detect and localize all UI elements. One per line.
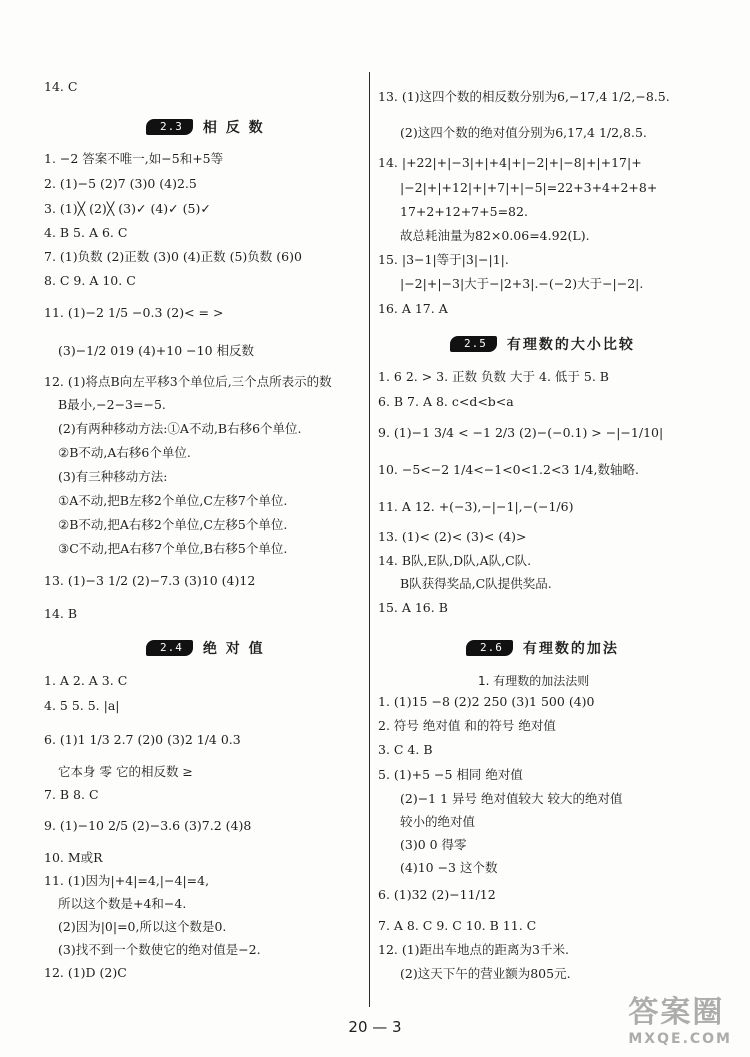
answer-line: 14. B — [44, 606, 78, 621]
answer-line: 17+2+12+7+5=82. — [400, 204, 528, 219]
answer-line: 4. 5 5. 5. |a| — [44, 698, 120, 713]
answer-line: (2)−1 1 异号 绝对值较大 较大的绝对值 — [400, 791, 623, 806]
section-header-2-4 — [146, 638, 265, 658]
answer-line: 15. |3−1|等于|3|−|1|. — [378, 252, 509, 267]
answer-line: 1. (1)15 −8 (2)2 250 (3)1 500 (4)0 — [378, 694, 595, 709]
watermark-line2: MXQE.COM — [628, 1031, 732, 1047]
section-header-2-5 — [450, 334, 635, 354]
answer-line: 9. (1)−10 2/5 (2)−3.6 (3)7.2 (4)8 — [44, 818, 252, 833]
section-badge: 2.3 — [146, 119, 193, 135]
answer-line: 11. (1)因为|+4|=4,|−4|=4, — [44, 873, 210, 888]
answer-line: (4)10 −3 这个数 — [400, 860, 498, 875]
section-title: 绝 对 值 — [202, 641, 265, 657]
answer-line: |−2|+|+12|+|+7|+|−5|=22+3+4+2+8+ — [400, 180, 658, 195]
answer-line: 它本身 零 它的相反数 ≥ — [58, 764, 193, 779]
section-header-2-3 — [146, 117, 265, 137]
answer-line: 1. −2 答案不唯一,如−5和+5等 — [44, 151, 224, 166]
answer-line: 12. (1)D (2)C — [44, 965, 127, 980]
answer-line: 16. A 17. A — [378, 301, 448, 316]
answer-line: 6. (1)32 (2)−11/12 — [378, 887, 496, 902]
column-divider — [369, 72, 370, 1007]
answer-line: 15. A 16. B — [378, 600, 448, 615]
answer-line: 14. |+22|+|−3|+|+4|+|−2|+|−8|+|+17|+ — [378, 155, 642, 170]
answer-line: B最小,−2−3=−5. — [58, 397, 166, 412]
section-badge: 2.4 — [146, 640, 193, 656]
answer-line: ③C不动,把A右移7个单位,B右移5个单位. — [58, 541, 288, 556]
answer-line: 7. B 8. C — [44, 787, 99, 802]
answer-line: 所以这个数是+4和−4. — [58, 896, 187, 911]
answer-line: ②B不动,把A右移2个单位,C左移5个单位. — [58, 517, 288, 532]
answer-line: |−2|+|−3|大于−|2+3|.−(−2)大于−|−2|. — [400, 276, 644, 291]
section-header-2-6 — [466, 638, 619, 658]
answer-line: (3)找不到一个数使它的绝对值是−2. — [58, 942, 261, 957]
answer-line: 2. 符号 绝对值 和的符号 绝对值 — [378, 718, 556, 733]
answer-line: B队获得奖品,C队提供奖品. — [400, 576, 552, 591]
answer-line: 1. A 2. A 3. C — [44, 673, 128, 688]
answer-line: 8. C 9. A 10. C — [44, 273, 136, 288]
answer-line: (2)这天下午的营业额为805元. — [400, 966, 571, 981]
answer-line: 故总耗油量为82×0.06=4.92(L). — [400, 228, 590, 243]
answer-line: 13. (1)−3 1/2 (2)−7.3 (3)10 (4)12 — [44, 573, 256, 588]
answer-line: 6. B 7. A 8. c<d<b<a — [378, 394, 514, 409]
answer-line: 5. (1)+5 −5 相同 绝对值 — [378, 767, 523, 782]
answer-line: 10. M或R — [44, 850, 103, 865]
answer-line: 14. C — [44, 79, 78, 94]
answer-line: 7. A 8. C 9. C 10. B 11. C — [378, 918, 537, 933]
section-title: 有理数的加法 — [522, 641, 619, 657]
section-badge: 2.6 — [466, 640, 513, 656]
answer-line: 12. (1)将点B向左平移3个单位后,三个点所表示的数 — [44, 374, 332, 389]
subheading: 1. 有理数的加法法则 — [478, 674, 590, 688]
answer-line: 3. C 4. B — [378, 742, 433, 757]
answer-line: ②B不动,A右移6个单位. — [58, 445, 191, 460]
answer-line: 11. (1)−2 1/5 −0.3 (2)< = > — [44, 305, 224, 320]
answer-line: 2. (1)−5 (2)7 (3)0 (4)2.5 — [44, 176, 197, 191]
answer-line: 4. B 5. A 6. C — [44, 225, 128, 240]
answer-line: (2)这四个数的绝对值分别为6,17,4 1/2,8.5. — [400, 125, 647, 140]
answer-line: 13. (1)< (2)< (3)< (4)> — [378, 529, 527, 544]
answer-line: 10. −5<−2 1/4<−1<0<1.2<3 1/4,数轴略. — [378, 462, 639, 477]
answer-line: 3. (1)╳ (2)╳ (3)✓ (4)✓ (5)✓ — [44, 201, 211, 216]
answer-line: (3)0 0 得零 — [400, 837, 467, 852]
answer-line: 14. B队,E队,D队,A队,C队. — [378, 553, 532, 568]
answer-line: 7. (1)负数 (2)正数 (3)0 (4)正数 (5)负数 (6)0 — [44, 249, 302, 264]
answer-line: ①A不动,把B左移2个单位,C左移7个单位. — [58, 493, 288, 508]
answer-line: (3)有三种移动方法: — [58, 469, 168, 484]
watermark-line1: 答案圈 — [628, 995, 725, 1030]
answer-line: 11. A 12. +(−3),−|−1|,−(−1/6) — [378, 499, 574, 514]
section-title: 有理数的大小比较 — [506, 337, 635, 353]
section-title: 相 反 数 — [202, 120, 265, 136]
page-number: 20 — 3 — [348, 1018, 402, 1036]
answer-line: 较小的绝对值 — [400, 814, 476, 829]
answer-line: (2)有两种移动方法:①A不动,B右移6个单位. — [58, 421, 302, 436]
section-badge: 2.5 — [450, 336, 497, 352]
answer-line: 12. (1)距出车地点的距离为3千米. — [378, 942, 569, 957]
answer-line: 6. (1)1 1/3 2.7 (2)0 (3)2 1/4 0.3 — [44, 732, 241, 747]
answer-line: (2)因为|0|=0,所以这个数是0. — [58, 919, 227, 934]
answer-line: 9. (1)−1 3/4 < −1 2/3 (2)−(−0.1) > −|−1/10| — [378, 425, 664, 440]
watermark-logo — [628, 987, 732, 1047]
answer-line: 13. (1)这四个数的相反数分别为6,−17,4 1/2,−8.5. — [378, 89, 670, 104]
answer-line: 1. 6 2. > 3. 正数 负数 大于 4. 低于 5. B — [378, 369, 609, 384]
answer-line: (3)−1/2 019 (4)+10 −10 相反数 — [58, 343, 255, 358]
